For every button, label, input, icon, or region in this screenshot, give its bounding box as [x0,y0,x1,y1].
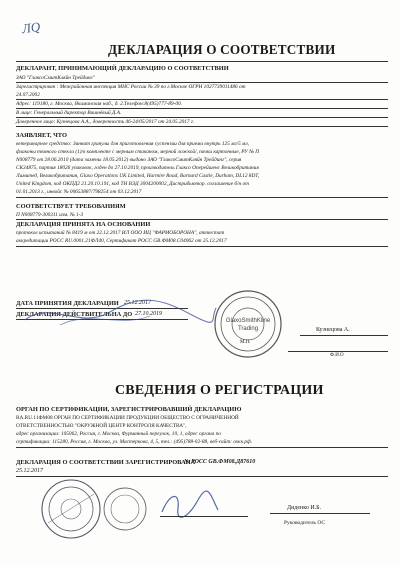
rule [270,513,370,514]
registration-body-heading: ОРГАН ПО СЕРТИФИКАЦИИ, ЗАРЕГИСТРИРОВАВШИЙ ДЕКЛАРАЦИЮ [16,406,242,413]
accept-date-value: 25.12.2017 [124,300,151,306]
declarant-org: ЗАО "ГлаксоСмитКляйн Трейдинг" [16,75,95,81]
fio-label: Ф.И.О [330,353,344,358]
head-title: Руководитель ОС [284,520,326,526]
svg-text:Trading: Trading [237,326,259,332]
rule [16,82,388,83]
registration-org-1: RA.RU.11ФМ08 ОРГАН ПО СЕРТИФИКАЦИИ ПРОДУКЦИИ ОБЩЕСТВО С ОГРАНИЧЕННОЙ [16,415,239,421]
rule [16,246,388,247]
company-seal-stamp-small [102,486,148,532]
rule [16,99,388,100]
basis-heading: ДЕКЛАРАЦИЯ ПРИНЯТА НА ОСНОВАНИИ [16,221,151,228]
rule [16,108,388,109]
corner-handwritten-note: ЛQ [20,18,42,37]
title-divider [16,61,388,62]
declarant-registration-1: Зарегистрирован : Межрайонная инспекция МНС России № 39 по г.Москве ОГРН 1027739011486 от [16,84,246,90]
registration-title: СВЕДЕНИЯ О РЕГИСТРАЦИИ [115,383,324,398]
declarant-name: Кузнецова А. [316,327,350,333]
rule [160,516,248,517]
registered-date: 25.12.2017 [16,468,43,474]
product-line-3: N008779 от 28.06.2010 (дата замены 18.05.2012) выдано ЗАО "ГлаксоСмитКляйн Трейдинг", серия [16,157,242,163]
registered-number: № РОСС GB.ФМ08.Д87610 [184,459,256,465]
certification-body-seal-stamp [40,478,102,540]
valid-until-value: 27.10.2019 [135,311,162,317]
registration-address-1: адрес организации: 105062, Россия, г. Москва, Фурманный переулок, 10, 1, адрес органа по [16,431,221,437]
registered-label: ДЕКЛАРАЦИЯ О СООТВЕТСТВИИ ЗАРЕГИСТРИРОВАНА [16,459,196,466]
declarant-power-of-attorney: Доверенное лицо: Кузнецова А.А., доверенность 46-24/05/2017 от 24.05.2017 г. [16,119,195,125]
requirements-heading: СООТВЕТСТВУЕТ ТРЕБОВАНИЯМ [16,203,126,210]
product-line-5: Лимитед, Великобритания, Glaxo Operations UK Limited, Harmire Road, Barnard Castle, Durham, DL12 8DT, [16,173,260,179]
document-title: ДЕКЛАРАЦИЯ О СООТВЕТСТВИИ [108,42,336,57]
company-seal-stamp [212,288,284,360]
declarant-address: Адрес: 119180, г. Москва, Якиманская наб., д. 2.Телефон:8(495)777-89-00. [16,101,182,107]
declarant-heading: ДЕКЛАРАНТ, ПРИНИМАЮЩИЙ ДЕКЛАРАЦИЮ О СООТВЕТСТВИИ [16,65,229,72]
rule [300,335,388,336]
head-signature-ink [158,488,228,524]
valid-until-label: ДЕКЛАРАЦИЯ ДЕЙСТВИТЕЛЬНА ДО [16,311,133,318]
product-line-6: United Kingdom, код ОКПД2 21.20.10.191, код ТН ВЭД 3004200002, Дистрибьютор. соглашение б/н от [16,181,249,187]
product-line-2: флаконы темного стекла (1)/в комплекте с мерным стаканом, мерной ложкой/, пачки картонные, РУ № П [16,149,260,155]
declarant-person: В лице: Генеральный директор Вишнёвый Д.А. [16,110,122,116]
declares-heading: ЗАЯВЛЯЕТ, ЧТО [16,132,67,139]
basis-line-2: аккредитации РОСС RU.0001.21ФЛ40, Сертификат РОСС GB.ФМ08.С04062 от 25.12.2017 [16,238,227,244]
rule [16,447,388,448]
stamp-place-label: М.П. [240,340,251,345]
rule [288,351,388,352]
rule [16,219,388,220]
declarant-signature-ink [20,290,220,335]
product-line-7: 01.01.2013 г., инвойс № 00653887/798254 от 03.12.2017 [16,189,142,195]
registration-address-2: сертификации: 115280, Россия, г. Москва, ул. Мастеркова, 4, 5, тел.: (495)788-02-88, веб-сайт: охкк.рф. [16,439,253,445]
requirements-line: П N008779-300311 изм. № 1-3 [16,212,84,218]
rule [16,117,388,118]
basis-line-1: протокол испытаний № 8419 м от 22.12.2017 ИЛ ООО ИЦ "ФАРМОБОРОНА", аттестат [16,230,225,236]
product-line-4: СК34875, партия 18026 упаковок, годен до 27.10.2019, производитель Глаксо Оперейшенс Великобритания [16,165,259,171]
declarant-registration-2: 24.07.2002 [16,92,40,98]
head-name: Диденко И.Б. [287,505,322,511]
accept-date-label: ДАТА ПРИНЯТИЯ ДЕКЛАРАЦИИ [16,300,119,307]
product-line-1: ветеринарное средство: Зиннат гранулы для приготовления суспензии для приема внутрь 125 мг/5 мл, [16,141,250,147]
rule [16,476,388,477]
registration-org-2: ОТВЕТСТВЕННОСТЬЮ "ОКРУЖНОЙ ЦЕНТР КОНТРОЛЯ КАЧЕСТВА", [16,423,187,429]
rule [16,197,388,198]
rule [16,126,388,127]
svg-text:GlaxoSmithKline: GlaxoSmithKline [225,318,271,324]
